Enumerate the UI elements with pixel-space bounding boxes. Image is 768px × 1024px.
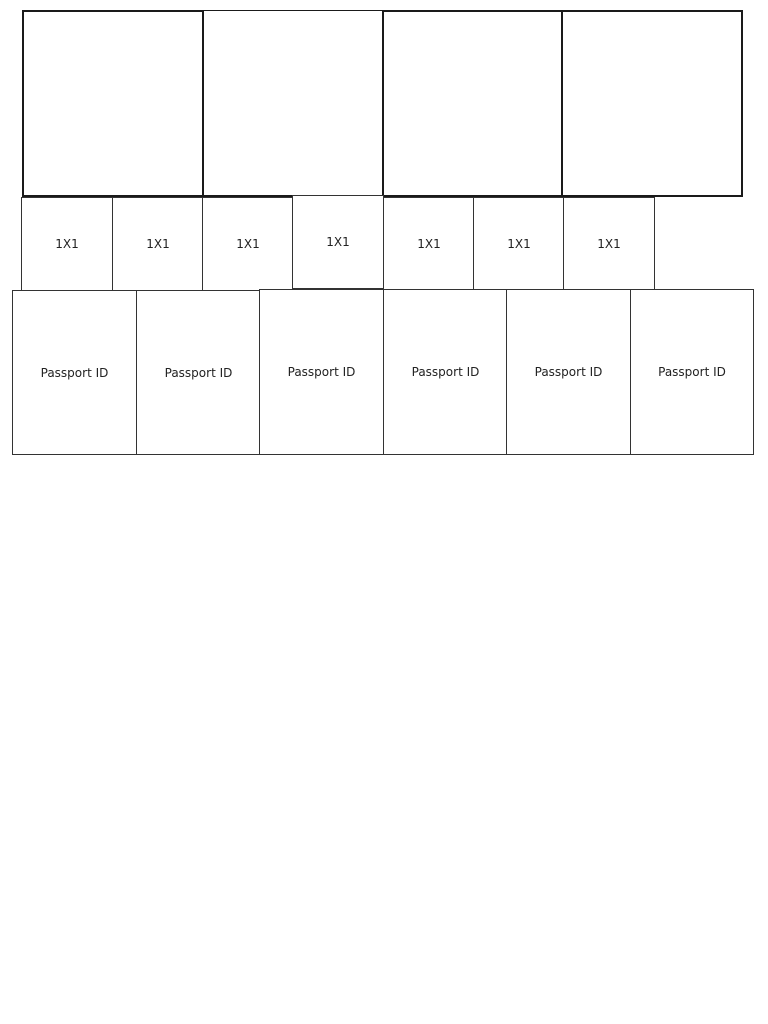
- one-by-one-box-1: [21, 197, 113, 291]
- one-by-one-box-5: [383, 197, 475, 291]
- passport-photo-box-6: [630, 289, 754, 455]
- one-by-one-label: 1X1: [507, 237, 531, 251]
- passport-photo-box-4: [383, 289, 508, 455]
- one-by-one-label: 1X1: [146, 237, 170, 251]
- passport-label: Passport ID: [287, 365, 356, 379]
- passport-photo-box-3: [259, 289, 384, 455]
- passport-label: Passport ID: [40, 365, 109, 380]
- one-by-one-box-4: [292, 195, 384, 289]
- passport-label: Passport ID: [411, 365, 480, 379]
- one-by-one-label: 1X1: [236, 237, 260, 251]
- one-by-one-label: 1X1: [326, 235, 350, 249]
- one-by-one-label: 1X1: [417, 237, 441, 251]
- one-by-one-label: 1X1: [597, 237, 621, 251]
- one-by-one-box-6: [473, 197, 565, 291]
- passport-label: Passport ID: [534, 365, 603, 379]
- large-photo-box-1: [22, 10, 204, 197]
- large-photo-box-2: [202, 10, 384, 197]
- large-photo-box-3: [382, 10, 563, 197]
- passport-photo-box-2: [136, 290, 261, 455]
- passport-label: Passport ID: [164, 365, 233, 380]
- passport-photo-box-5: [506, 289, 631, 455]
- one-by-one-box-7: [563, 197, 655, 291]
- large-photo-box-4: [561, 10, 743, 197]
- one-by-one-label: 1X1: [55, 237, 79, 251]
- one-by-one-box-3: [202, 197, 294, 291]
- passport-photo-box-1: [12, 290, 137, 455]
- one-by-one-box-2: [112, 197, 204, 291]
- passport-label: Passport ID: [658, 365, 726, 379]
